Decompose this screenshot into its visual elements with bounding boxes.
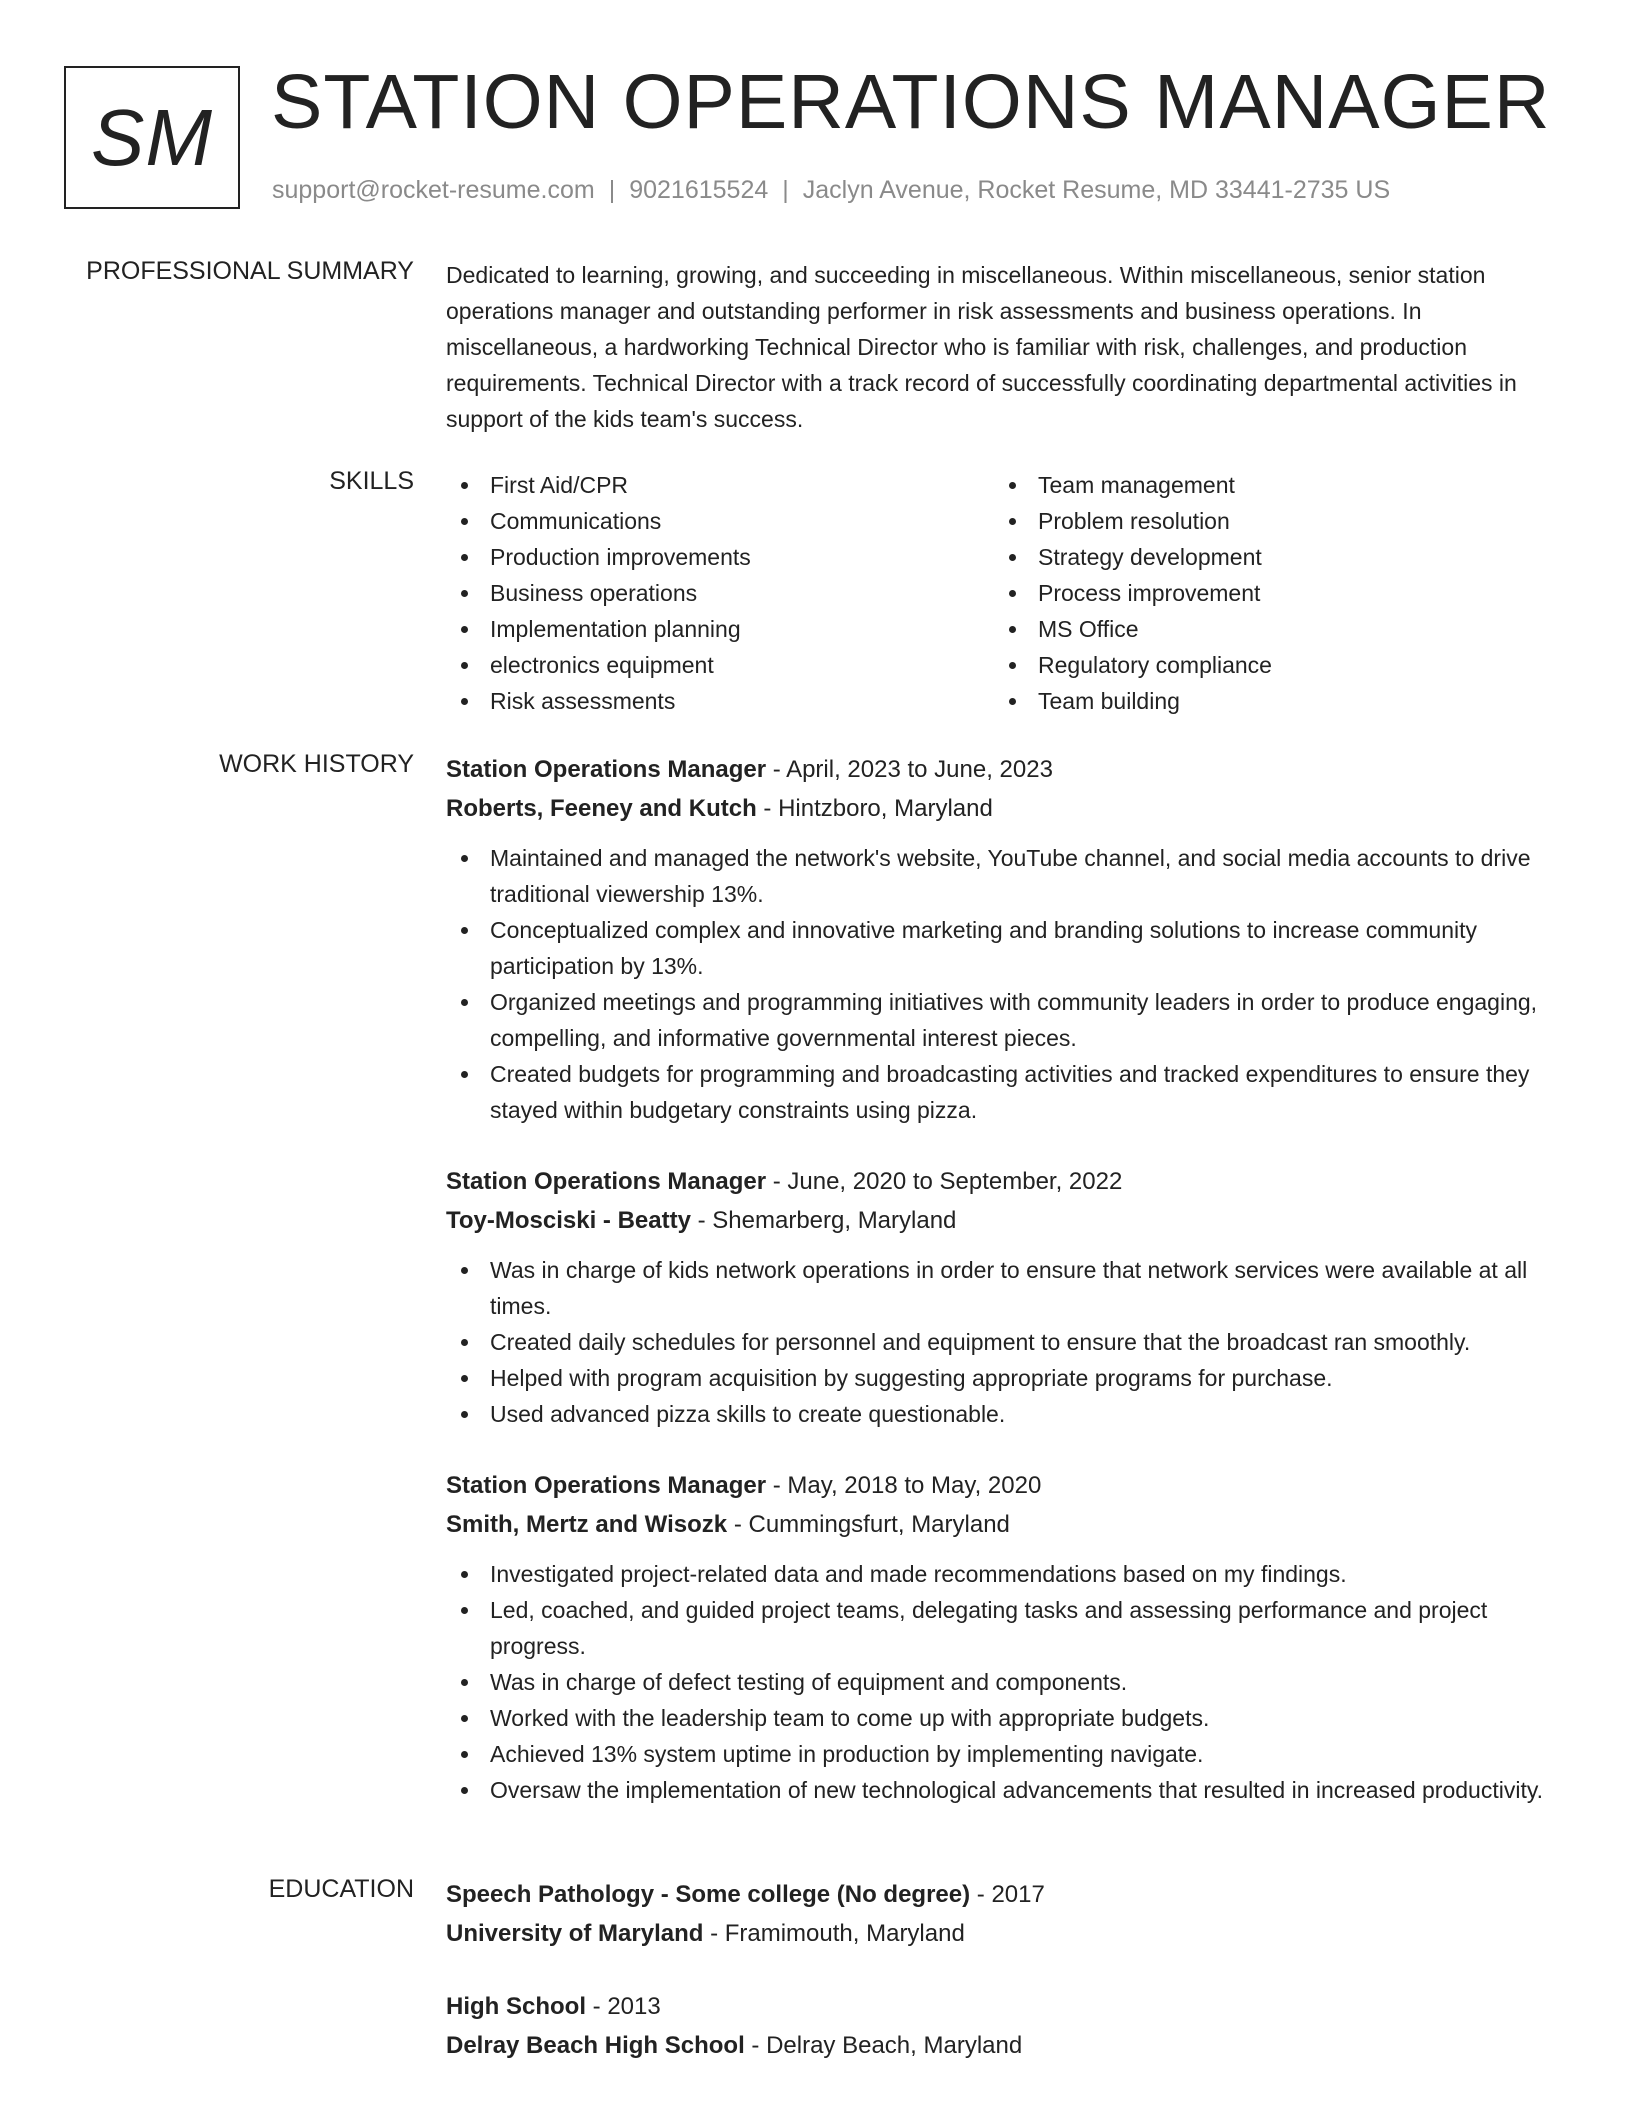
job-company-line — [446, 1505, 1568, 1544]
education-entry — [446, 1875, 1568, 1953]
job-bullet: Achieved 13% system uptime in production by implementing navigate. — [446, 1736, 1568, 1772]
school: University of Maryland — [446, 1920, 704, 1947]
school-line — [446, 2026, 1568, 2065]
job-title-line — [446, 1162, 1568, 1201]
email-text: support@rocket-resume.com — [272, 176, 595, 204]
section-label: PROFESSIONAL SUMMARY — [86, 257, 414, 285]
job-bullet: Conceptualized complex and innovative marketing and branding solutions to increase community participation by 13%. — [446, 912, 1568, 984]
education-year: - 2017 — [970, 1881, 1045, 1908]
skill-item: Process improvement — [994, 575, 1542, 611]
skill-item: Team management — [994, 467, 1542, 503]
job-company-line — [446, 1201, 1568, 1240]
contact-line — [272, 176, 1390, 205]
job-entry — [446, 1162, 1568, 1432]
job-company: Roberts, Feeney and Kutch — [446, 795, 757, 822]
education-entry — [446, 1987, 1568, 2065]
job-bullet: Created budgets for programming and broadcasting activities and tracked expenditures to ensure they stayed within budgetary constraints using pizza. — [446, 1056, 1568, 1128]
resume-header — [64, 59, 1568, 211]
degree: High School — [446, 1993, 586, 2020]
job-company: Toy-Mosciski - Beatty — [446, 1207, 691, 1234]
job-dates: - June, 2020 to September, 2022 — [766, 1168, 1123, 1195]
skill-item: Strategy development — [994, 539, 1542, 575]
job-bullet: Was in charge of kids network operations in order to ensure that network services were available at all times. — [446, 1252, 1568, 1324]
job-bullet: Oversaw the implementation of new technological advancements that resulted in increased productivity. — [446, 1772, 1568, 1808]
job-location: - Cummingsfurt, Maryland — [727, 1511, 1010, 1538]
job-bullet: Used advanced pizza skills to create questionable. — [446, 1396, 1568, 1432]
job-title: Station Operations Manager — [446, 1472, 767, 1499]
job-bullet: Investigated project-related data and made recommendations based on my findings. — [446, 1556, 1568, 1592]
job-title: Station Operations Manager — [446, 1168, 767, 1195]
job-dates: - April, 2023 to June, 2023 — [766, 756, 1053, 783]
section-label: EDUCATION — [268, 1875, 414, 1903]
degree: Speech Pathology - Some college (No degree) — [446, 1881, 971, 1908]
education-year: - 2013 — [586, 1993, 661, 2020]
skills-columns — [446, 467, 1568, 719]
skill-item: Production improvements — [446, 539, 994, 575]
skill-item: MS Office — [994, 611, 1542, 647]
phone-text: 9021615524 — [629, 176, 769, 204]
skill-item: electronics equipment — [446, 647, 994, 683]
skill-item: Risk assessments — [446, 683, 994, 719]
job-location: - Shemarberg, Maryland — [690, 1207, 957, 1234]
address-text: Jaclyn Avenue, Rocket Resume, MD 33441-2735 US — [802, 176, 1391, 204]
skill-item: Regulatory compliance — [994, 647, 1542, 683]
school-line — [446, 1914, 1568, 1953]
school-location: - Delray Beach, Maryland — [744, 2032, 1023, 2059]
summary-text: Dedicated to learning, growing, and succeeding in miscellaneous. Within miscellaneous, senior station operations manager and outstanding performer in risk assessments and business operations. In miscellaneous, a hardworking Technical Director who is familiar with risk, challenges, and production requirements. Technical Director with a track record of successfully coordinating departmental activities in support of the kids team's success. — [446, 262, 1517, 432]
job-bullet: Was in charge of defect testing of equipment and components. — [446, 1664, 1568, 1700]
job-bullet: Maintained and managed the network's website, YouTube channel, and social media accounts to drive traditional viewership 13%. — [446, 840, 1568, 912]
skills-list-left — [446, 467, 994, 719]
section-label: SKILLS — [329, 467, 414, 495]
skill-item: Communications — [446, 503, 994, 539]
job-bullet: Led, coached, and guided project teams, delegating tasks and assessing performance and project progress. — [446, 1592, 1568, 1664]
job-bullets — [446, 840, 1568, 1128]
job-location: - Hintzboro, Maryland — [756, 795, 993, 822]
job-bullet: Created daily schedules for personnel and equipment to ensure that the broadcast ran smoothly. — [446, 1324, 1568, 1360]
job-bullet: Helped with program acquisition by suggesting appropriate programs for purchase. — [446, 1360, 1568, 1396]
job-bullet: Organized meetings and programming initiatives with community leaders in order to produce engaging, compelling, and informative governmental interest pieces. — [446, 984, 1568, 1056]
school: Delray Beach High School — [446, 2032, 745, 2059]
job-title-heading: STATION OPERATIONS MANAGER — [271, 59, 1551, 145]
contact-separator: | — [782, 176, 789, 204]
degree-line — [446, 1875, 1568, 1914]
skill-item: Implementation planning — [446, 611, 994, 647]
skills-list-right — [994, 467, 1542, 719]
job-entry — [446, 1466, 1568, 1808]
skill-item: Team building — [994, 683, 1542, 719]
job-bullet: Worked with the leadership team to come up with appropriate budgets. — [446, 1700, 1568, 1736]
job-bullets — [446, 1252, 1568, 1432]
section-label: WORK HISTORY — [219, 750, 414, 778]
initials-monogram: SM — [64, 66, 240, 209]
contact-separator: | — [608, 176, 616, 204]
job-company-line — [446, 789, 1568, 828]
job-dates: - May, 2018 to May, 2020 — [766, 1472, 1042, 1499]
job-title-line — [446, 1466, 1568, 1505]
job-company: Smith, Mertz and Wisozk — [446, 1511, 728, 1538]
job-title: Station Operations Manager — [446, 756, 767, 783]
degree-line — [446, 1987, 1568, 2026]
job-bullets — [446, 1556, 1568, 1808]
school-location: - Framimouth, Maryland — [703, 1920, 965, 1947]
job-title-line — [446, 750, 1568, 789]
skill-item: Business operations — [446, 575, 994, 611]
skill-item: First Aid/CPR — [446, 467, 994, 503]
job-entry — [446, 750, 1568, 1128]
skill-item: Problem resolution — [994, 503, 1542, 539]
